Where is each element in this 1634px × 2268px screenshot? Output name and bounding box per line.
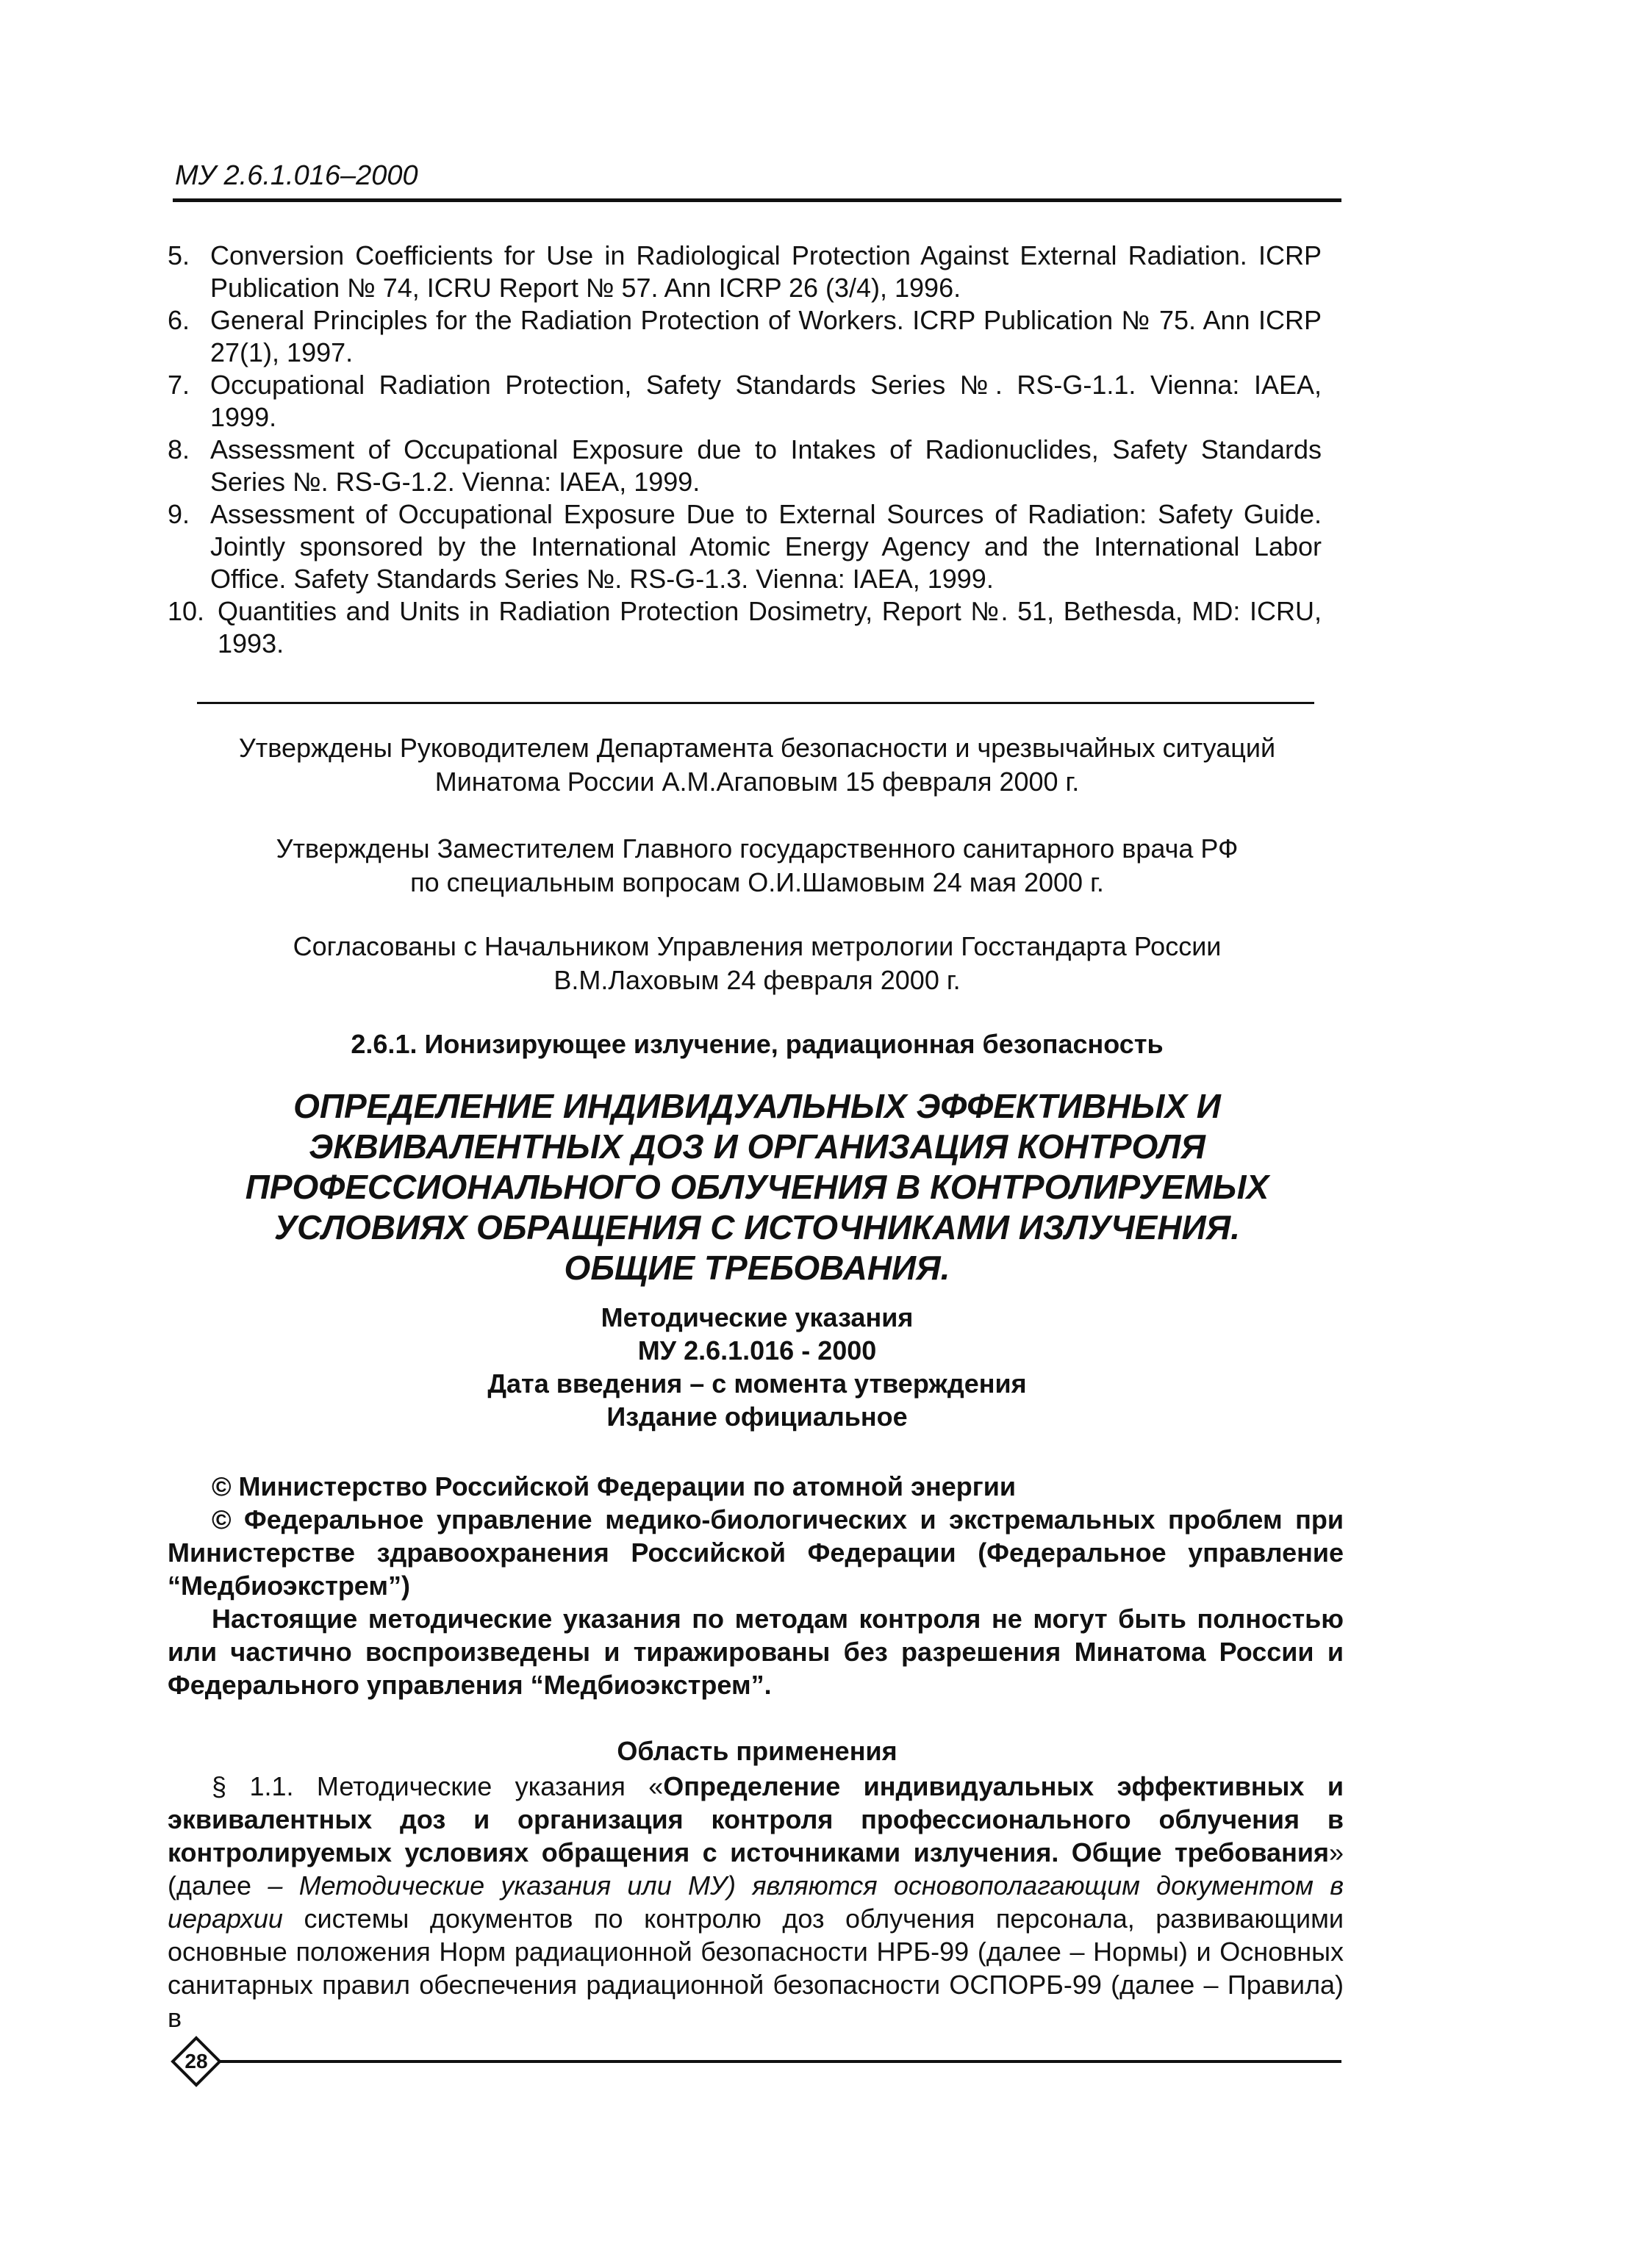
reference-number: 7. [168,370,190,400]
paragraph-italic: – Методические указания или МУ) являются основополагающим документом в иерархии [168,1870,1344,1934]
reference-number: 9. [168,499,190,529]
approval-block [173,731,1341,799]
reference-number: 10. [168,596,205,626]
page-number: 28 [184,2050,208,2073]
reference-text: General Principles for the Radiation Protection of Workers. ICRP Publication № 75. Ann ICRP 27(1), 1997. [210,305,1322,367]
title-line: ОПРЕДЕЛЕНИЕ ИНДИВИДУАЛЬНЫХ ЭФФЕКТИВНЫХ И [293,1087,1221,1125]
approval-line: Утверждены Заместителем Главного государственного санитарного врача РФ [276,833,1239,864]
reference-item [168,369,1322,434]
reference-text: Quantities and Units in Radiation Protection Dosimetry, Report №. 51, Bethesda, MD: ICRU, 1993. [218,596,1322,658]
reference-item [168,240,1322,304]
reference-number: 5. [168,240,190,270]
paragraph-mid: » (далее [168,1837,1344,1901]
copyright-block [168,1470,1344,1701]
document-title [173,1086,1341,1288]
running-header: МУ 2.6.1.016–2000 [175,160,418,191]
approval-line: по специальным вопросам О.И.Шамовым 24 мая 2000 г. [410,867,1104,897]
reference-text: Assessment of Occupational Exposure Due to External Sources of Radiation: Safety Guide. Jointly sponsored by the International Atomic Energy Agency and the International Labor Office. Safety Standards Series №. RS-G-1.3. Vienna: IAEA, 1999. [210,499,1322,594]
approval-line: В.М.Лаховым 24 февраля 2000 г. [553,965,961,995]
footer-rule [221,2060,1341,2063]
paragraph-bold-title: Определение индивидуальных эффективных и эквивалентных доз и организация контроля профессионального облучения в контролируемых условиях обращения с источниками излучения. Общие требования [168,1771,1344,1867]
paragraph-end: системы документов по контролю доз облучения персонала, развивающими основные положения Норм радиационной безопасности НРБ-99 (далее – Нормы) и Основных санитарных правил обеспечения радиационной безопасности ОСПОРБ-99 (далее – Правила) в [168,1903,1344,2033]
approval-line: Согласованы с Начальником Управления метрологии Госстандарта России [293,931,1222,961]
reference-list [168,240,1322,660]
reference-text: Conversion Coefficients for Use in Radiological Protection Against External Radiation. ICRP Publication № 74, ICRU Report № 57. Ann ICRP 26 (3/4), 1996. [210,240,1322,303]
edition: Издание официальное [606,1402,908,1432]
reference-item [168,498,1322,595]
reference-item [168,304,1322,369]
reference-item [168,595,1322,660]
body-paragraph [168,1770,1344,2034]
title-line: УСЛОВИЯХ ОБРАЩЕНИЯ С ИСТОЧНИКАМИ ИЗЛУЧЕНИЯ. [274,1208,1240,1246]
series-title: 2.6.1. Ионизирующее излучение, радиационная безопасность [351,1029,1164,1059]
document-meta [173,1301,1341,1433]
title-line: ЭКВИВАЛЕНТНЫХ ДОЗ И ОРГАНИЗАЦИЯ КОНТРОЛЯ [309,1127,1205,1166]
document-type: Методические указания [601,1302,914,1332]
header-rule [173,198,1341,202]
reference-number: 8. [168,434,190,464]
reference-number: 6. [168,305,190,335]
approval-block [173,832,1341,900]
copyright-line: © Федеральное управление медико-биологических и экстремальных проблем при Министерстве здравоохранения Российской Федерации (Федеральное управление “Медбиоэкстрем”) [168,1504,1344,1601]
approval-block [173,930,1341,997]
reference-text: Occupational Radiation Protection, Safety Standards Series №. RS-G-1.1. Vienna: IAEA, 1999. [210,370,1322,432]
section-separator [197,702,1314,704]
reference-text: Assessment of Occupational Exposure due to Intakes of Radionuclides, Safety Standards Series №. RS-G-1.2. Vienna: IAEA, 1999. [210,434,1322,497]
copyright-line: © Министерство Российской Федерации по атомной энергии [212,1471,1016,1501]
approval-line: Утверждены Руководителем Департамента безопасности и чрезвычайных ситуаций [238,733,1276,763]
reproduction-notice: Настоящие методические указания по методам контроля не могут быть полностью или частично воспроизведены и тиражированы без разрешения Минатома России и Федерального управления “Медбиоэкстрем”. [168,1604,1344,1700]
document-code: МУ 2.6.1.016 - 2000 [637,1335,877,1366]
section-heading: Область применения [617,1736,897,1766]
paragraph-start: § 1.1. Методические указания « [212,1771,664,1801]
title-line: ОБЩИЕ ТРЕБОВАНИЯ. [564,1249,950,1287]
title-line: ПРОФЕССИОНАЛЬНОГО ОБЛУЧЕНИЯ В КОНТРОЛИРУЕМЫХ [245,1168,1269,1206]
effective-date: Дата введения – с момента утверждения [487,1368,1027,1399]
approval-line: Минатома России А.М.Агаповым 15 февраля 2000 г. [434,767,1080,797]
reference-item [168,434,1322,498]
